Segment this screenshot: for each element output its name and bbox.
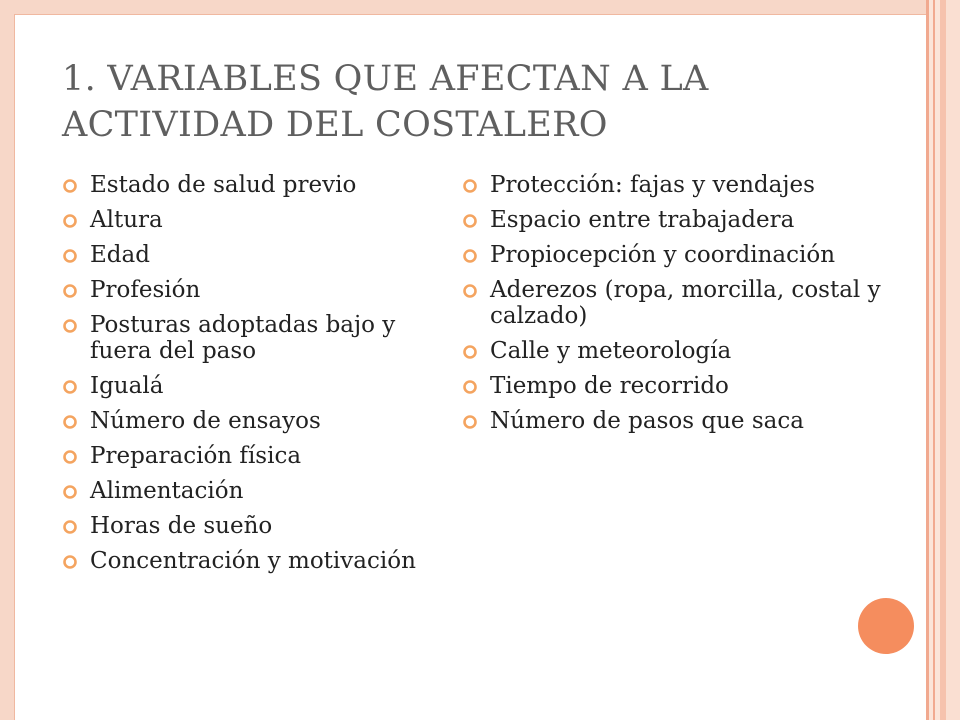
decorative-circle	[858, 598, 914, 654]
bullet-item	[62, 408, 442, 434]
bullet-text: Preparación física	[90, 443, 302, 469]
bullet-item	[62, 277, 442, 303]
bullet-item	[62, 312, 442, 364]
bullet-item	[462, 338, 902, 364]
bullet-text: Espacio entre trabajadera	[490, 207, 795, 233]
open-circle-bullet-icon	[462, 379, 478, 395]
open-circle-bullet-icon	[62, 414, 78, 430]
frame-left-border	[0, 0, 14, 720]
bullet-item	[62, 207, 442, 233]
bullet-text: Número de pasos que saca	[490, 408, 804, 434]
open-circle-bullet-icon	[462, 414, 478, 430]
open-circle-bullet-icon	[462, 178, 478, 194]
open-circle-bullet-icon	[62, 213, 78, 229]
open-circle-bullet-icon	[462, 213, 478, 229]
open-circle-bullet-icon	[62, 248, 78, 264]
open-circle-bullet-icon	[462, 248, 478, 264]
open-circle-bullet-icon	[62, 283, 78, 299]
bullet-text: Tiempo de recorrido	[490, 373, 729, 399]
bullet-text: Posturas adoptadas bajo y fuera del paso	[90, 312, 396, 364]
bullet-text: Calle y meteorología	[490, 338, 732, 364]
right-bullet-list	[462, 172, 902, 443]
bullet-text: Alimentación	[90, 478, 244, 504]
bullet-text: Protección: fajas y vendajes	[490, 172, 815, 198]
bullet-text: Número de ensayos	[90, 408, 321, 434]
bullet-text: Concentración y motivación	[90, 548, 416, 574]
slide-title-line: ACTIVIDAD DEL COSTALERO	[62, 105, 608, 145]
open-circle-bullet-icon	[62, 519, 78, 535]
bullet-text: Propiocepción y coordinación	[490, 242, 836, 268]
bullet-item	[62, 548, 442, 574]
bullet-text: Horas de sueño	[90, 513, 273, 539]
frame-left-line	[14, 14, 15, 720]
slide-title	[62, 56, 882, 148]
left-bullet-list	[62, 172, 442, 583]
open-circle-bullet-icon	[62, 449, 78, 465]
bullet-item	[462, 242, 902, 268]
bullet-item	[462, 408, 902, 434]
bullet-item	[462, 277, 902, 329]
open-circle-bullet-icon	[62, 554, 78, 570]
bullet-item	[62, 513, 442, 539]
bullet-item	[62, 443, 442, 469]
open-circle-bullet-icon	[462, 344, 478, 360]
bullet-item	[462, 172, 902, 198]
bullet-item	[462, 207, 902, 233]
open-circle-bullet-icon	[62, 484, 78, 500]
bullet-text: Estado de salud previo	[90, 172, 357, 198]
bullet-text: Aderezos (ropa, morcilla, costal y calzado)	[490, 277, 881, 329]
slide-title-line: 1. VARIABLES QUE AFECTAN A LA	[62, 59, 709, 99]
bullet-item	[62, 242, 442, 268]
bullet-item	[62, 172, 442, 198]
bullet-item	[462, 373, 902, 399]
bullet-item	[62, 478, 442, 504]
bullet-text: Igualá	[90, 373, 164, 399]
bullet-text: Altura	[90, 207, 163, 233]
bullet-text: Edad	[90, 242, 150, 268]
open-circle-bullet-icon	[62, 379, 78, 395]
right-stripe	[946, 0, 960, 720]
open-circle-bullet-icon	[462, 283, 478, 299]
bullet-item	[62, 373, 442, 399]
bullet-text: Profesión	[90, 277, 201, 303]
open-circle-bullet-icon	[62, 318, 78, 334]
open-circle-bullet-icon	[62, 178, 78, 194]
frame-top-line	[14, 14, 926, 15]
frame-top-border	[0, 0, 960, 14]
